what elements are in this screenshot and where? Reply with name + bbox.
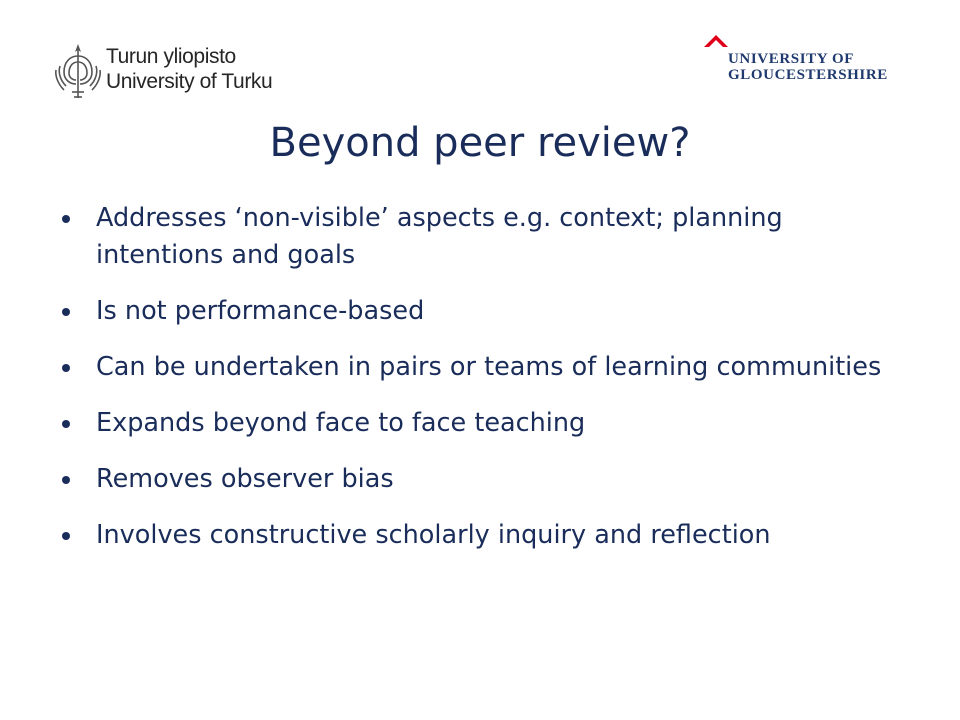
university-of-turku-logo <box>54 40 274 106</box>
torch-emblem-icon <box>54 42 102 102</box>
bullet-dot-icon <box>62 215 70 223</box>
turku-name-english: University of Turku <box>106 70 273 93</box>
bullet-dot-icon <box>62 364 70 372</box>
bullet-dot-icon <box>62 532 70 540</box>
bullet-text: Removes observer bias <box>96 464 394 494</box>
chevron-roof-icon <box>702 32 736 52</box>
bullet-text: Expands beyond face to face teaching <box>96 408 586 438</box>
bullet-text: Is not performance-based <box>96 296 425 326</box>
turku-name-finnish: Turun yliopisto <box>106 45 236 68</box>
bullet-text: Involves constructive scholarly inquiry and reflection <box>96 520 771 550</box>
bullet-item <box>62 461 902 498</box>
bullet-item <box>62 293 902 330</box>
bullet-dot-icon <box>62 476 70 484</box>
bullet-item <box>62 405 902 442</box>
bullet-list <box>62 200 902 573</box>
gloucestershire-line2: GLOUCESTERSHIRE <box>728 67 888 83</box>
university-of-gloucestershire-logo <box>702 32 912 92</box>
slide-title: Beyond peer review? <box>269 120 691 166</box>
bullet-text: Can be undertaken in pairs or teams of learning communities <box>96 352 882 382</box>
bullet-text: Addresses ‘non-visible’ aspects e.g. context; planning intentions and goals <box>96 203 783 270</box>
bullet-dot-icon <box>62 420 70 428</box>
gloucestershire-line1: UNIVERSITY OF <box>728 51 855 67</box>
bullet-item <box>62 200 902 274</box>
bullet-dot-icon <box>62 308 70 316</box>
bullet-item <box>62 517 902 554</box>
bullet-item <box>62 349 902 386</box>
